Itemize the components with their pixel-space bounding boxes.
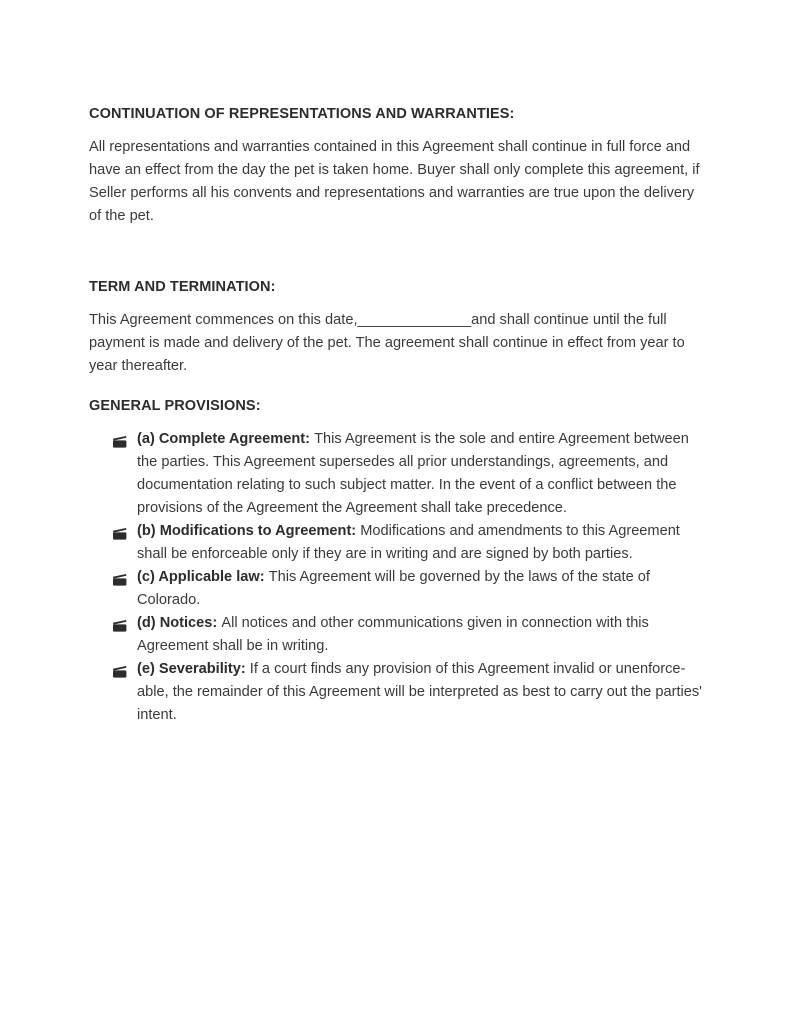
clapperboard-bullet-icon	[113, 571, 127, 583]
item-label: (d) Notices:	[137, 615, 218, 631]
term-text-before-blank: This Agreement commences on this date,	[89, 312, 358, 328]
clapperboard-bullet-icon	[113, 433, 127, 445]
item-label: (c) Applicable law:	[137, 569, 265, 585]
item-text: All notices and other communications given in connection with this Agreement shall be in writing.	[137, 615, 649, 654]
list-item-modifications	[113, 520, 708, 566]
term-paragraph	[89, 309, 708, 378]
list-item-complete-agreement	[113, 428, 708, 520]
item-label: (b) Modifications to Agreement:	[137, 523, 357, 539]
general-provisions-list	[113, 428, 708, 727]
heading-term-and-termination: TERM AND TERMINATION:	[89, 279, 276, 295]
item-text: If a court finds any provision of this Agreement invalid or unenforce- able, the remainder of this Agreement will be interpreted as best to carry out the parties' intent.	[137, 661, 702, 723]
date-fill-in-blank: ______________	[357, 312, 472, 328]
item-label: (a) Complete Agreement:	[137, 431, 310, 447]
term-text-after-blank: and shall continue until the full payment is made and delivery of the pet. The agreement shall continue in effect from year to year thereafter.	[89, 312, 685, 374]
item-label: (e) Severability:	[137, 661, 246, 677]
clapperboard-bullet-icon	[113, 525, 127, 537]
clapperboard-bullet-icon	[113, 663, 127, 675]
clapperboard-bullet-icon	[113, 617, 127, 629]
list-item-applicable-law	[113, 566, 708, 612]
list-item-severability	[113, 658, 708, 727]
heading-general-provisions: GENERAL PROVISIONS:	[89, 398, 261, 414]
item-text: This Agreement will be governed by the laws of the state of Colorado.	[137, 569, 650, 608]
heading-continuation-of-representations: CONTINUATION OF REPRESENTATIONS AND WARRANTIES:	[89, 106, 515, 122]
item-text: Modifications and amendments to this Agreement shall be enforceable only if they are in writing and are signed by both parties.	[137, 523, 680, 562]
list-item-notices	[113, 612, 708, 658]
representations-paragraph: All representations and warranties contained in this Agreement shall continue in full force and have an effect from the day the pet is taken home. Buyer shall only complete this agreement, if Seller performs all his convents and representations and warranties are true upon the delivery of the pet.	[89, 139, 700, 224]
item-text: This Agreement is the sole and entire Agreement between the parties. This Agreement supersedes all prior understandings, agreements, and documentation relating to such subject matter. In the event of a conflict between the provisions of the Agreement the Agreement shall take precedence.	[137, 431, 689, 516]
